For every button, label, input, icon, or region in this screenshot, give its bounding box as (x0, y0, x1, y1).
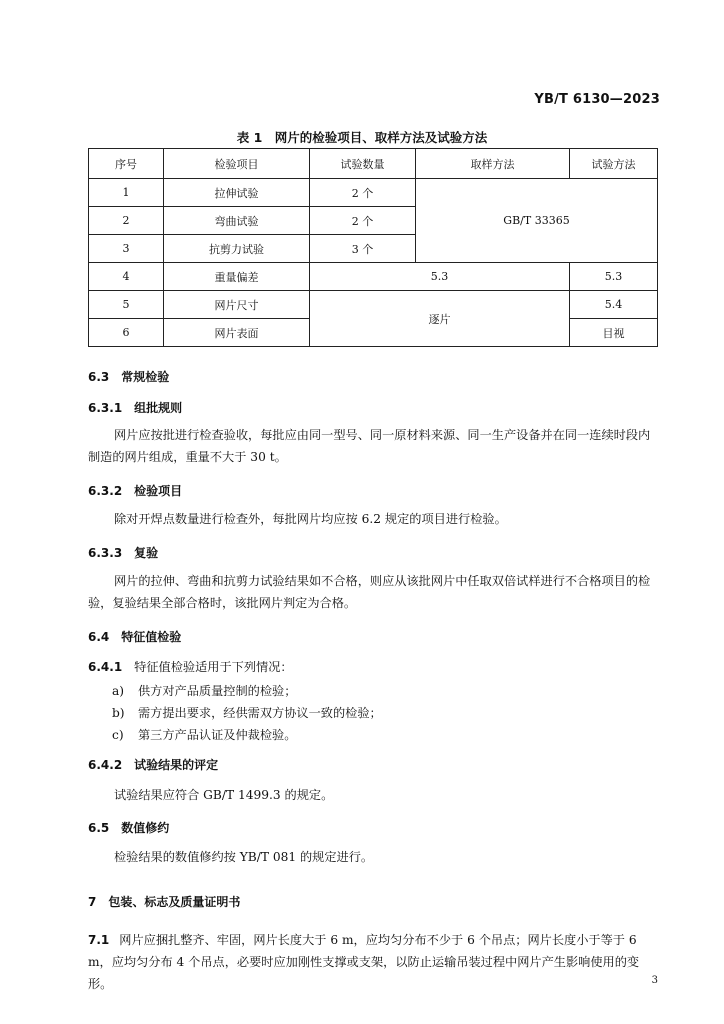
cell-item: 拉伸试验 (164, 179, 310, 207)
cell-item: 网片尺寸 (164, 291, 310, 319)
list-marker: a) (112, 684, 125, 698)
cell-no: 2 (89, 207, 164, 235)
cell-no: 1 (89, 179, 164, 207)
list-item (112, 704, 382, 721)
cell-qty: 2 个 (310, 207, 416, 235)
cell-sampling-standard: GB/T 33365 (416, 179, 658, 263)
inspection-table (88, 148, 658, 347)
list-text: 需方提出要求，经供需双方协议一致的检验； (138, 706, 382, 720)
col-header-sampling: 取样方法 (416, 149, 570, 179)
col-header-qty: 试验数量 (310, 149, 416, 179)
cell-no: 3 (89, 235, 164, 263)
cell-item: 网片表面 (164, 319, 310, 347)
paragraph-6-4-2: 试验结果应符合 GB/T 1499.3 的规定。 (114, 788, 334, 802)
list-item (112, 726, 296, 743)
col-header-item: 检验项目 (164, 149, 310, 179)
table-row (89, 291, 658, 319)
table-header-row (89, 149, 658, 179)
heading-6-3: 6.3 常规检验 (88, 370, 170, 384)
cell-per-piece-sampling: 逐片 (310, 291, 570, 347)
cell-weight-sampling: 5.3 (310, 263, 570, 291)
paragraph-6-3-3: 网片的拉伸、弯曲和抗剪力试验结果如不合格，则应从该批网片中任取双倍试样进行不合格项目的检验，复验结果全部合格时，该批网片判定为合格。 (88, 574, 651, 610)
paragraph-7-1-text: 网片应捆扎整齐、牢固，网片长度大于 6 m，应均匀分布不少于 6 个吊点；网片长度小于等于 6 m，应均匀分布 4 个吊点，必要时应加刚性支撑或支架，以防止运输吊装过程中网片产生影响使用的变形。 (88, 933, 640, 991)
cell-item: 重量偏差 (164, 263, 310, 291)
list-marker: b) (112, 706, 125, 720)
cell-weight-method: 5.3 (570, 263, 658, 291)
cell-qty: 2 个 (310, 179, 416, 207)
paragraph-6-5: 检验结果的数值修约按 YB/T 081 的规定进行。 (114, 850, 374, 864)
heading-7-1: 7.1 (88, 933, 110, 947)
heading-6-3-3: 6.3.3 复验 (88, 546, 159, 560)
table-row (89, 179, 658, 207)
heading-6-4-2: 6.4.2 试验结果的评定 (88, 758, 219, 772)
table-title: 表 1 网片的检验项目、取样方法及试验方法 (236, 130, 488, 145)
cell-size-method: 5.4 (570, 291, 658, 319)
list-marker: c) (112, 728, 124, 742)
standard-code: YB/T 6130—2023 (534, 92, 660, 107)
paragraph-6-3-2: 除对开焊点数量进行检查外，每批网片均应按 6.2 规定的项目进行检验。 (114, 512, 507, 526)
cell-qty: 3 个 (310, 235, 416, 263)
heading-6-3-2: 6.3.2 检验项目 (88, 484, 183, 498)
heading-6-3-1: 6.3.1 组批规则 (88, 401, 183, 415)
cell-no: 5 (89, 291, 164, 319)
heading-6-4: 6.4 特征值检验 (88, 630, 182, 644)
list-text: 供方对产品质量控制的检验； (138, 684, 297, 698)
page-number: 3 (651, 975, 658, 986)
heading-6-4-1: 6.4.1 (88, 660, 123, 674)
heading-6-5: 6.5 数值修约 (88, 821, 170, 835)
heading-7: 7 包装、标志及质量证明书 (88, 895, 241, 909)
paragraph-7-1 (88, 929, 660, 995)
cell-item: 抗剪力试验 (164, 235, 310, 263)
paragraph-6-3-1: 网片应按批进行检查验收，每批应由同一型号、同一原材料来源、同一生产设备并在同一连续时段内制造的网片组成，重量不大于 30 t。 (88, 428, 651, 464)
cell-surface-method: 目视 (570, 319, 658, 347)
clause-6-4-1-lead: 特征值检验适用于下列情况： (134, 660, 293, 674)
table-row (89, 263, 658, 291)
col-header-method: 试验方法 (570, 149, 658, 179)
clause-6-4-1 (88, 658, 293, 675)
cell-no: 4 (89, 263, 164, 291)
cell-item: 弯曲试验 (164, 207, 310, 235)
col-header-no: 序号 (89, 149, 164, 179)
cell-no: 6 (89, 319, 164, 347)
list-text: 第三方产品认证及仲裁检验。 (138, 728, 297, 742)
list-item (112, 682, 296, 699)
